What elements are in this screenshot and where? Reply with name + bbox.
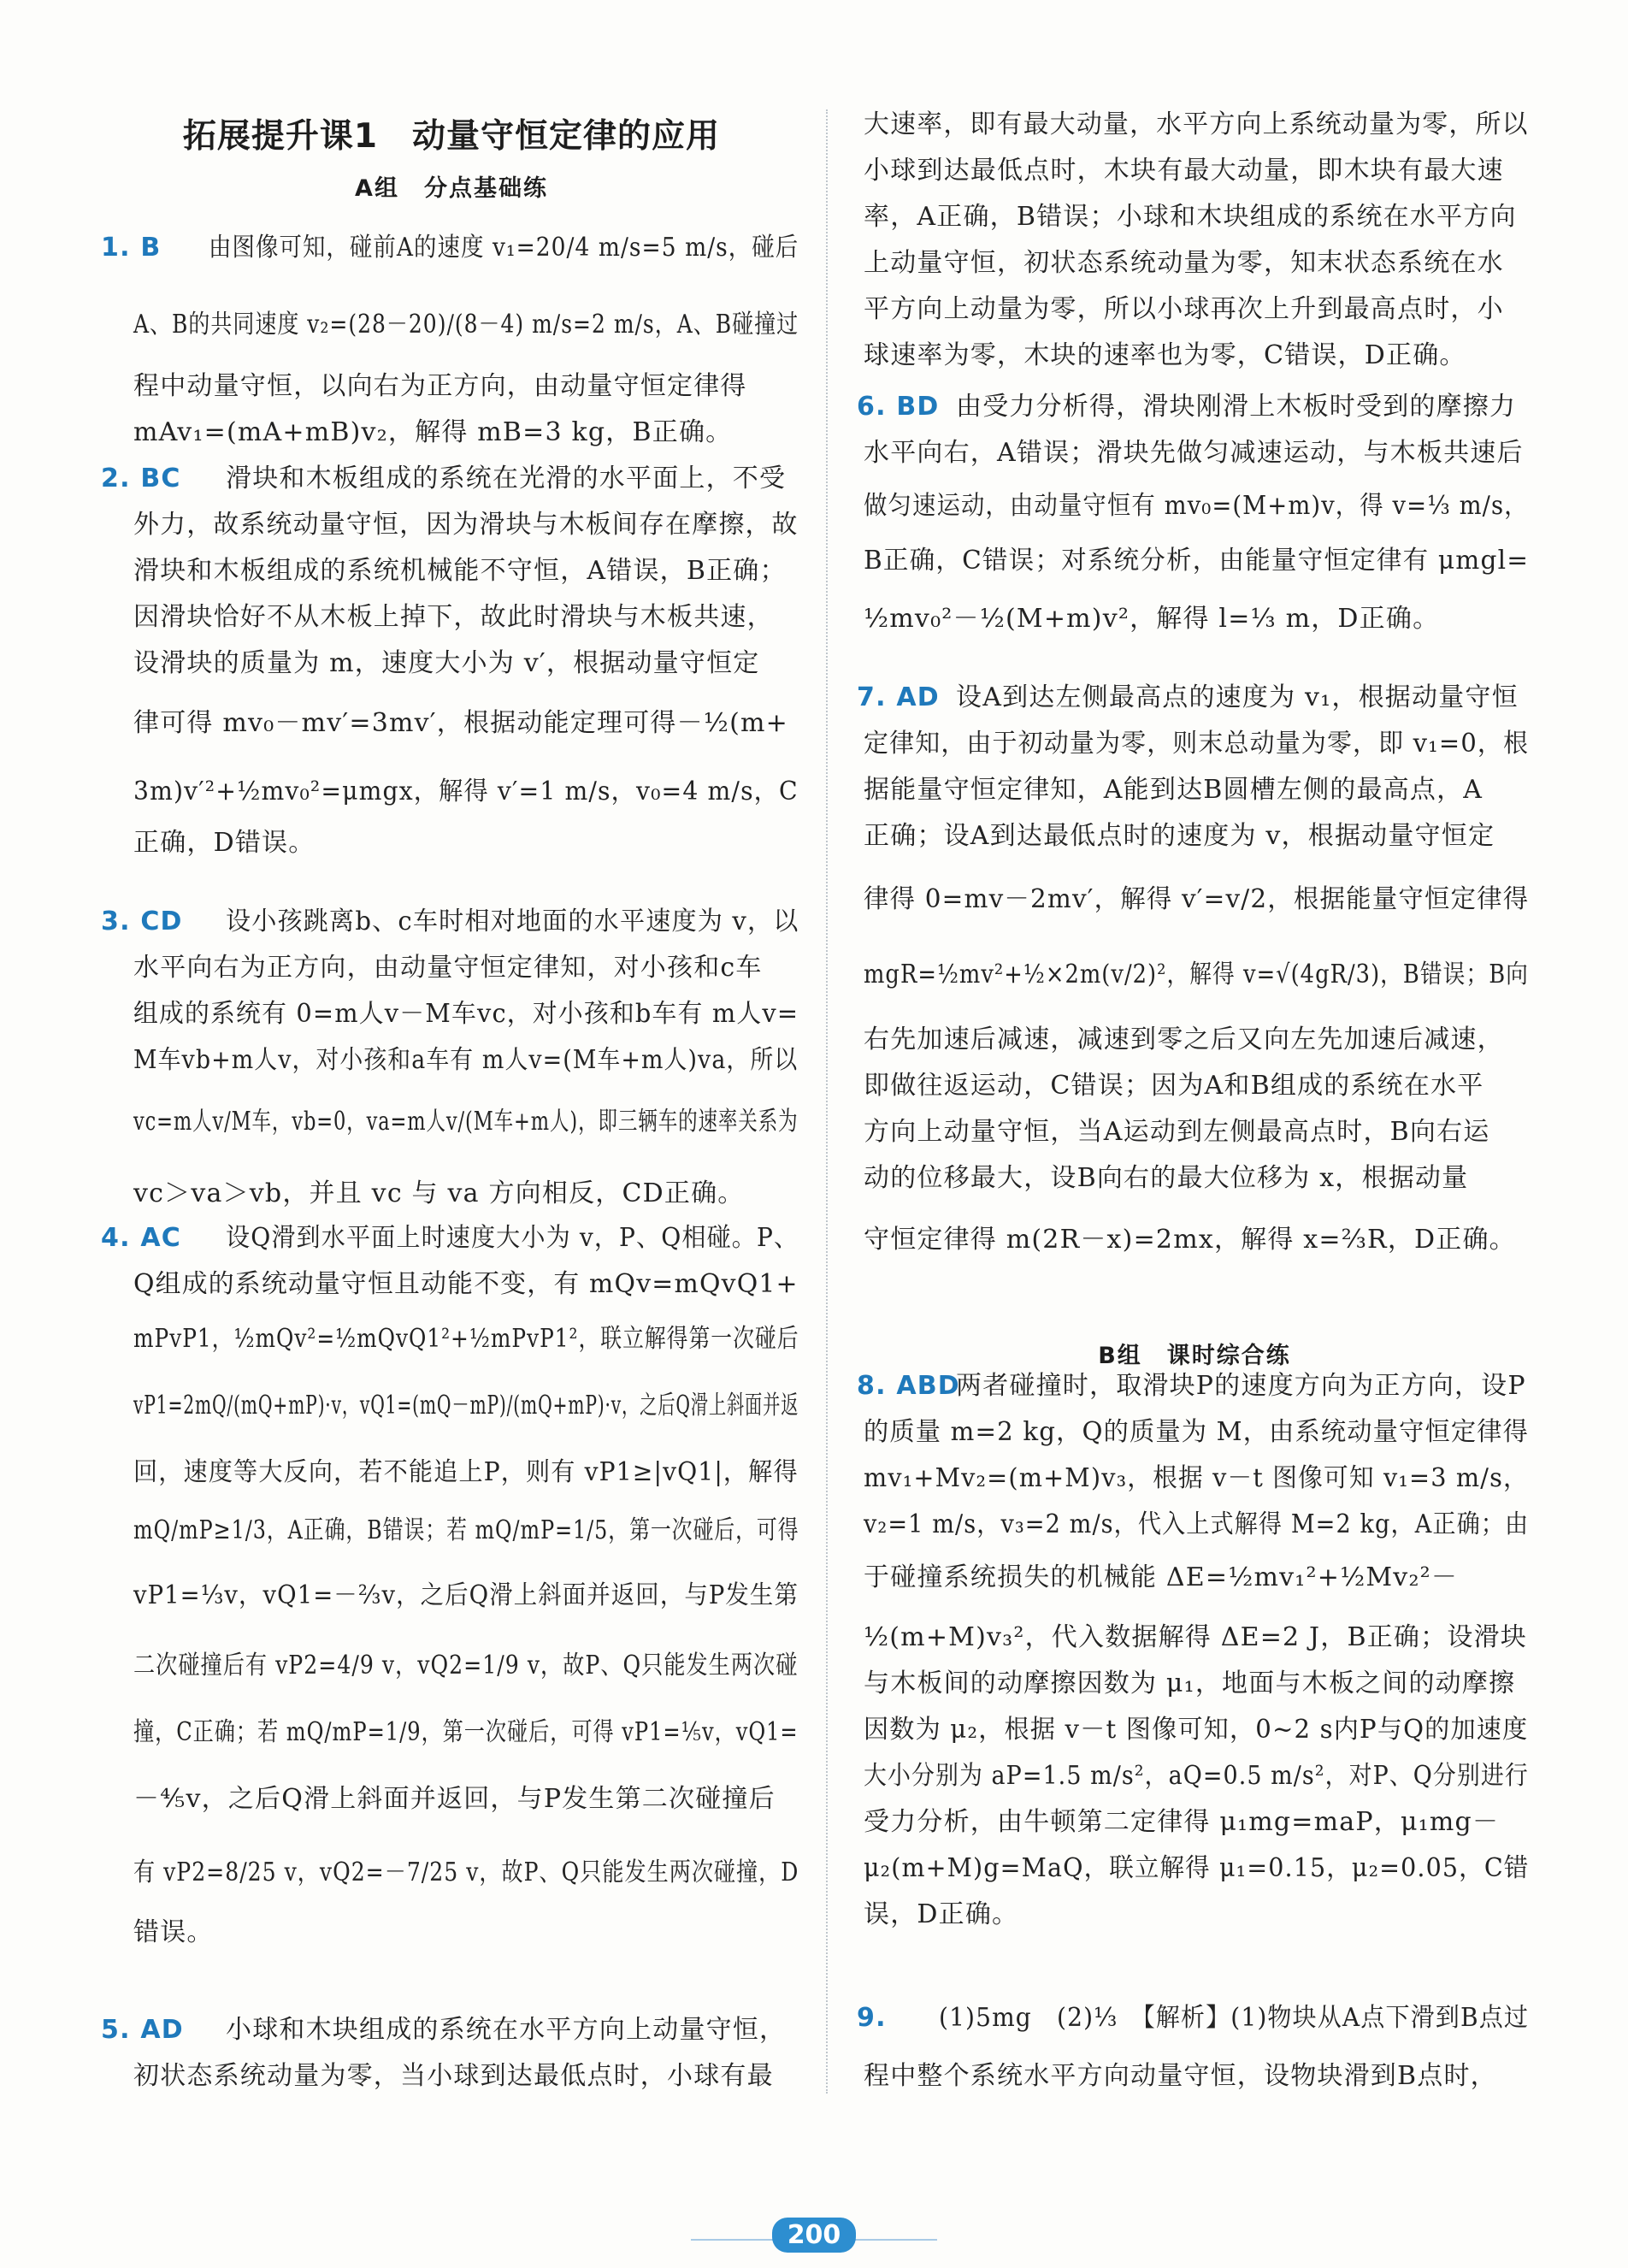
question-number: 2. BC xyxy=(101,464,181,493)
answer-line: 程中整个系统水平方向动量守恒，设物块滑到B点时， xyxy=(864,2061,1497,2091)
answer-line: 水平向右，A错误；滑块先做匀减速运动，与木板共速后 xyxy=(864,438,1524,468)
question-number: 3. CD xyxy=(101,907,183,936)
answer-line: 右先加速后减速，减速到零之后又向左先加速后减速， xyxy=(864,1025,1504,1054)
answer-line: 初状态系统动量为零，当小球到达最低点时，小球有最 xyxy=(133,2061,774,2091)
answer-line: 设Q滑到水平面上时速度大小为 v，P、Q相碰。P、 xyxy=(226,1223,799,1253)
answer-line: 设小孩跳离b、c车时相对地面的水平速度为 v，以 xyxy=(226,907,799,936)
answer-line: A、B的共同速度 v₂=(28－20)/(8－4) m/s=2 m/s，A、B碰撞过 xyxy=(133,310,799,340)
answer-line: Q组成的系统动量守恒且动能不变，有 mQv=mQvQ1+ xyxy=(133,1269,799,1299)
answer-line: 律可得 mv₀－mv′=3mv′，根据动能定理可得－½(m+ xyxy=(133,708,788,738)
answer-line: vc=m人v/M车，vb=0，va=m人v/(M车+m人)，即三辆车的速率关系为 xyxy=(133,1107,799,1137)
answer-line: 动的位移最大，设B向右的最大位移为 x，根据动量 xyxy=(864,1163,1469,1193)
answer-line: 滑块和木板组成的系统机械能不守恒，A错误，B正确； xyxy=(133,556,787,586)
answer-line: 平方向上动量为零，所以小球再次上升到最高点时，小 xyxy=(864,294,1504,324)
answer-line: mAv₁=(mA+mB)v₂，解得 mB=3 kg，B正确。 xyxy=(133,417,733,447)
answer-line: 错误。 xyxy=(133,1917,214,1947)
answer-line: 二次碰撞后有 vP2=4/9 v，vQ2=1/9 v，故P、Q只能发生两次碰 xyxy=(133,1651,799,1680)
answer-line: 方向上动量守恒，当A运动到左侧最高点时，B向右运 xyxy=(864,1117,1490,1147)
answer-line: 上动量守恒，初状态系统动量为零，知末状态系统在水 xyxy=(864,248,1504,278)
answer-line: ½mv₀²－½(M+m)v²，解得 l=⅓ m，D正确。 xyxy=(864,604,1440,634)
answer-line: 水平向右为正方向，由动量守恒定律知，对小孩和c车 xyxy=(133,953,763,983)
answer-line: 受力分析，由牛顿第二定律得 μ₁mg=maP，μ₁mg－ xyxy=(864,1807,1500,1837)
answer-line: －⅘v，之后Q滑上斜面并返回，与P发生第二次碰撞后 xyxy=(133,1784,776,1814)
answer-line: 做匀速运动，由动量守恒有 mv₀=(M+m)v，得 v=⅓ m/s， xyxy=(864,491,1529,521)
answer-line: 由受力分析得，滑块刚滑上木板时受到的摩擦力 xyxy=(956,392,1517,422)
answer-line: 滑块和木板组成的系统在光滑的水平面上，不受 xyxy=(226,464,787,493)
answer-line: 误，D正确。 xyxy=(864,1899,1019,1929)
answer-line: M车vb+m人v，对小孩和a车有 m人v=(M车+m人)va，所以 xyxy=(133,1045,799,1075)
answer-line: v₂=1 m/s，v₃=2 m/s，代入上式解得 M=2 kg，A正确；由 xyxy=(864,1509,1530,1539)
answer-line: 3m)v′²+½mv₀²=μmgx，解得 v′=1 m/s，v₀=4 m/s，C xyxy=(133,777,799,806)
answer-line: 守恒定律得 m(2R－x)=2mx，解得 x=⅔R，D正确。 xyxy=(864,1225,1516,1255)
answer-line: 回，速度等大反向，若不能追上P，则有 vP1≥|vQ1|，解得 xyxy=(133,1457,799,1487)
answer-line: 正确，D错误。 xyxy=(133,828,316,858)
group-a-heading: A组 分点基础练 xyxy=(355,175,548,202)
answer-line: 球速率为零，木块的速率也为零，C错误，D正确。 xyxy=(864,340,1466,370)
answer-line: 率，A正确，B错误；小球和木块组成的系统在水平方向 xyxy=(864,202,1517,232)
answer-line: 正确；设A到达最低点时的速度为 v，根据动量守恒定 xyxy=(864,821,1495,851)
answer-line: mgR=½mv²+½×2m(v/2)²，解得 v=√(4gR/3)，B错误；B向 xyxy=(864,960,1529,989)
answer-line: mQ/mP≥1/3，A正确，B错误；若 mQ/mP=1/5，第一次碰后，可得 xyxy=(133,1515,799,1545)
question-number: 1. B xyxy=(101,233,162,263)
answer-line: mPvP1，½mQv²=½mQvQ1²+½mPvP1²，联立解得第一次碰后 xyxy=(133,1324,799,1354)
answer-line: 因数为 μ₂，根据 v－t 图像可知，0~2 s内P与Q的加速度 xyxy=(864,1715,1529,1745)
answer-line: 小球和木块组成的系统在水平方向上动量守恒， xyxy=(226,2015,787,2045)
answer-line: 因滑块恰好不从木板上掉下，故此时滑块与木板共速， xyxy=(133,602,774,632)
question-number: 7. AD xyxy=(857,682,940,712)
page-footer xyxy=(0,2218,1628,2253)
question-number: 4. AC xyxy=(101,1223,181,1253)
answer-line: 律得 0=mv－2mv′，解得 v′=v/2，根据能量守恒定律得 xyxy=(864,884,1530,914)
page-title: 拓展提升课1 动量守恒定律的应用 xyxy=(182,117,721,156)
answer-line: 即做往返运动，C错误；因为A和B组成的系统在水平 xyxy=(864,1071,1484,1101)
answer-line: (1)5mg (2)⅓ 【解析】(1)物块从A点下滑到B点过 xyxy=(939,2003,1530,2033)
answer-line: 大小分别为 aP=1.5 m/s²，aQ=0.5 m/s²，对P、Q分别进行 xyxy=(864,1761,1529,1791)
answer-line: 据能量守恒定律知，A能到达B圆槽左侧的最高点，A xyxy=(864,775,1483,805)
answer-line: 有 vP2=8/25 v，vQ2=－7/25 v，故P、Q只能发生两次碰撞，D xyxy=(133,1858,799,1887)
question-number: 8. ABD xyxy=(857,1371,960,1401)
answer-line: 撞，C正确；若 mQ/mP=1/9，第一次碰后，可得 vP1=⅕v，vQ1= xyxy=(133,1717,799,1747)
answer-line: μ₂(m+M)g=MaQ，联立解得 μ₁=0.15，μ₂=0.05，C错 xyxy=(864,1853,1530,1883)
answer-line: 设A到达左侧最高点的速度为 v₁，根据动量守恒 xyxy=(956,682,1519,712)
answer-line: mv₁+Mv₂=(m+M)v₃，根据 v－t 图像可知 v₁=3 m/s， xyxy=(864,1463,1529,1493)
answer-line: 组成的系统有 0=m人v－M车vc，对小孩和b车有 m人v= xyxy=(133,999,799,1029)
question-number: 5. AD xyxy=(101,2015,184,2045)
answer-line: 大速率，即有最大动量，水平方向上系统动量为零，所以 xyxy=(864,109,1529,139)
answer-line: 由图像可知，碰前A的速度 v₁=20/4 m/s=5 m/s，碰后 xyxy=(209,233,799,263)
question-number: 9. xyxy=(857,2003,887,2033)
answer-line: ½(m+M)v₃²，代入数据解得 ΔE=2 J，B正确；设滑块 xyxy=(864,1622,1527,1652)
answer-line: 设滑块的质量为 m，速度大小为 v′，根据动量守恒定 xyxy=(133,648,760,678)
answer-line: vP1=2mQ/(mQ+mP)·v，vQ1=(mQ－mP)/(mQ+mP)·v，之后Q滑上斜面并返 xyxy=(133,1391,799,1420)
answer-line: 程中动量守恒，以向右为正方向，由动量守恒定律得 xyxy=(133,371,747,401)
column-divider xyxy=(826,109,828,2094)
group-b-heading: B组 课时综合练 xyxy=(1098,1343,1291,1369)
answer-line: vP1=⅓v，vQ1=－⅔v，之后Q滑上斜面并返回，与P发生第 xyxy=(133,1580,799,1610)
answer-line: 小球到达最低点时，木块有最大动量，即木块有最大速 xyxy=(864,156,1504,186)
answer-line: 于碰撞系统损失的机械能 ΔE=½mv₁²+½Mv₂²－ xyxy=(864,1562,1459,1592)
answer-line: 外力，故系统动量守恒，因为滑块与木板间存在摩擦，故 xyxy=(133,510,799,540)
answer-line: 两者碰撞时，取滑块P的速度方向为正方向，设P xyxy=(956,1371,1526,1401)
answer-line: 定律知，由于初动量为零，则末总动量为零，即 v₁=0，根 xyxy=(864,729,1530,759)
answer-line: 的质量 m=2 kg，Q的质量为 M，由系统动量守恒定律得 xyxy=(864,1417,1530,1447)
answer-line: B正确，C错误；对系统分析，由能量守恒定律有 μmgl= xyxy=(864,546,1530,576)
page-number: 200 xyxy=(772,2218,857,2253)
answer-line: vc＞va＞vb，并且 vc 与 va 方向相反，CD正确。 xyxy=(133,1178,745,1208)
question-number: 6. BD xyxy=(857,392,940,422)
answer-line: 与木板间的动摩擦因数为 μ₁，地面与木板之间的动摩擦 xyxy=(864,1669,1516,1698)
